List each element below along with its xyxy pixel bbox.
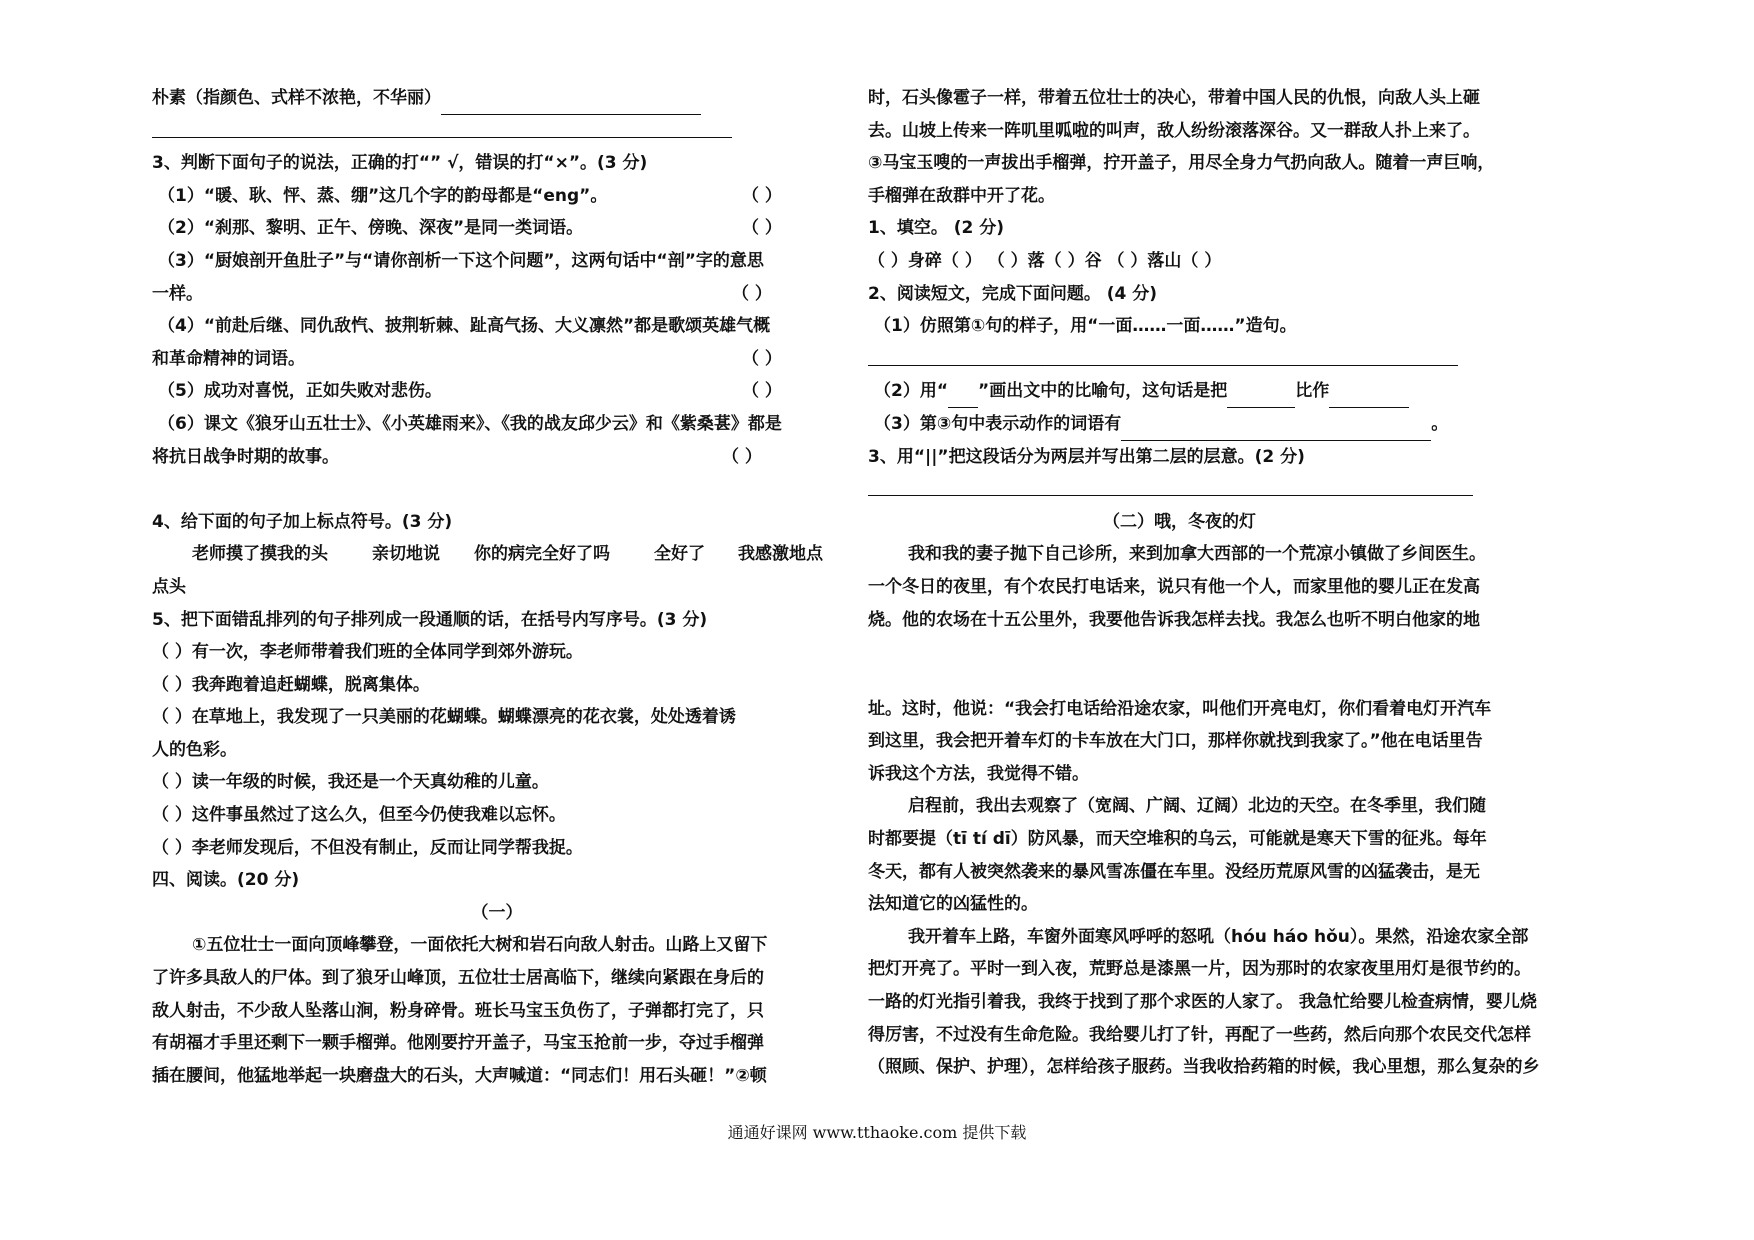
q5-item-3-cont: 人的色彩。 bbox=[152, 739, 237, 760]
passage-2-line: 我开着车上路，车窗外面寒风呼呼的怒吼（hóu háo hǒu）。果然，沿途农家全部 bbox=[908, 926, 1529, 947]
q3-item-2 bbox=[152, 212, 842, 245]
passage-2-line: 烧。他的农场在十五公里外，我要他告诉我怎样去找。我怎么也听不明白他家的地 bbox=[868, 609, 1480, 630]
answer-line[interactable] bbox=[868, 473, 1473, 496]
q2-2 bbox=[868, 375, 1618, 408]
q5-title: 5、把下面错乱排列的句子排列成一段通顺的话，在括号内写序号。(3 分) bbox=[152, 609, 708, 630]
q4-segment: 我感激地点 bbox=[738, 544, 823, 565]
answer-line[interactable] bbox=[868, 343, 1458, 366]
passage-1-line: 了许多具敌人的尸体。到了狼牙山峰顶，五位壮士居高临下，继续向紧跟在身后的 bbox=[152, 968, 764, 989]
q4-line-1 bbox=[152, 538, 842, 571]
q3-title: 3、判断下面句子的说法，正确的打“” √，错误的打“×”。(3 分) bbox=[152, 153, 648, 174]
passage-1-cont-line: 手榴弹在敌群中开了花。 bbox=[868, 185, 1055, 206]
right-column bbox=[868, 82, 1618, 1084]
q3-item-4: （4）“前赴后继、同仇敌忾、披荆斩棘、趾高气扬、大义凛然”都是歌颂英雄气概 bbox=[158, 316, 771, 337]
passage-2-line: 址。这时，他说：“我会打电话给沿途农家，叫他们开亮电灯，你们看着电灯开汽车 bbox=[868, 698, 1492, 719]
q4-segment: 全好了 bbox=[654, 544, 705, 565]
spacer bbox=[868, 669, 1618, 693]
passage-2-line: 启程前，我出去观察了（宽阔、广阔、辽阔）北边的天空。在冬季里，我们随 bbox=[908, 796, 1486, 817]
q3-item-text: （2）“刹那、黎明、正午、傍晚、深夜”是同一类词语。 bbox=[158, 218, 584, 239]
answer-line[interactable] bbox=[1329, 385, 1409, 408]
passage-2-line: 得厉害，不过没有生命危险。我给婴儿打了针，再配了一些药，然后向那个农民交代怎样 bbox=[868, 1024, 1531, 1045]
passage-1-line: 敌人射击，不少敌人坠落山涧，粉身碎骨。班长马宝玉负伤了，子弹都打完了，只 bbox=[152, 1000, 764, 1021]
q1-title: 1、填空。 (2 分) bbox=[868, 218, 1005, 239]
q2-3-text: 。 bbox=[1431, 413, 1449, 434]
q2-2-text: 比作 bbox=[1295, 381, 1330, 402]
passage-2-line: 到这里，我会把开着车灯的卡车放在大门口，那样你就找到我家了。”他在电话里告 bbox=[868, 731, 1483, 752]
answer-line[interactable] bbox=[1121, 418, 1431, 441]
section-4-title: 四、阅读。(20 分) bbox=[152, 870, 300, 891]
q2-title: 2、阅读短文，完成下面问题。 (4 分) bbox=[868, 283, 1158, 304]
passage-1-cont-line: 去。山坡上传来一阵叽里呱啦的叫声，敌人纷纷滚落深谷。又一群敌人扑上来了。 bbox=[868, 120, 1480, 141]
passage-2-line: 诉我这个方法，我觉得不错。 bbox=[868, 763, 1089, 784]
answer-paren[interactable]: （ ） bbox=[742, 185, 782, 206]
answer-line[interactable] bbox=[152, 115, 732, 138]
answer-line[interactable] bbox=[441, 92, 701, 115]
passage-1-line: ①五位壮士一面向顶峰攀登，一面依托大树和岩石向敌人射击。山路上又留下 bbox=[192, 935, 768, 956]
q4-segment: 你的病完全好了吗 bbox=[474, 544, 610, 565]
q1-fill-line[interactable]: （ ）身碎（ ） （ ）落（ ）谷 （ ）落山（ ） bbox=[868, 250, 1222, 271]
q3-item-text: （5）成功对喜悦，正如失败对悲伤。 bbox=[158, 381, 442, 402]
answer-row bbox=[868, 343, 1618, 376]
passage-1-cont-line: ③马宝玉嗖的一声拔出手榴弹，拧开盖子，用尽全身力气扔向敌人。随着一声巨响， bbox=[868, 153, 1495, 174]
passage-2-line: 一路的灯光指引着我，我终于找到了那个求医的人家了。 我急忙给婴儿检查病情，婴儿烧 bbox=[868, 992, 1537, 1013]
answer-line[interactable] bbox=[1227, 385, 1295, 408]
passage-2-line: 我和我的妻子抛下自己诊所，来到加拿大西部的一个荒凉小镇做了乡间医生。 bbox=[908, 544, 1486, 565]
pusu-line bbox=[152, 82, 842, 115]
footer-source: 通通好课网 www.tthaoke.com 提供下载 bbox=[727, 1123, 1027, 1142]
left-column bbox=[152, 82, 842, 1092]
q2-2-text: ”画出文中的比喻句，这句话是把 bbox=[978, 381, 1228, 402]
answer-line[interactable] bbox=[948, 385, 978, 408]
q5-item-1: （ ）有一次，李老师带着我们班的全体同学到郊外游玩。 bbox=[152, 642, 583, 663]
q3-item-6-cont bbox=[152, 441, 842, 474]
passage-2-line: 把灯开亮了。平时一到入夜，荒野总是漆黑一片，因为那时的农家夜里用灯是很节约的。 bbox=[868, 959, 1531, 980]
q2-3 bbox=[868, 408, 1618, 441]
answer-paren[interactable]: （ ） bbox=[742, 218, 782, 239]
q3-right: 3、用“||”把这段话分为两层并写出第二层的层意。(2 分) bbox=[868, 446, 1305, 467]
spacer bbox=[152, 473, 842, 506]
q3-item-5 bbox=[152, 375, 842, 408]
answer-paren[interactable]: （ ） bbox=[732, 283, 772, 304]
q3-item-text: （1）“暖、耿、怦、蒸、绷”这几个字的韵母都是“eng”。 bbox=[158, 185, 608, 206]
q5-item-6: （ ）李老师发现后，不但没有制止，反而让同学帮我捉。 bbox=[152, 837, 583, 858]
q3-item-3: （3）“厨娘剖开鱼肚子”与“请你剖析一下这个问题”，这两句话中“剖”字的意思 bbox=[158, 250, 764, 271]
q4-title: 4、给下面的句子加上标点符号。(3 分) bbox=[152, 511, 453, 532]
q5-item-5: （ ）这件事虽然过了这么久，但至今仍使我难以忘怀。 bbox=[152, 805, 566, 826]
passage-2-line: 一个冬日的夜里，有个农民打电话来，说只有他一个人，而家里他的婴儿正在发高 bbox=[868, 576, 1480, 597]
answer-paren[interactable]: （ ） bbox=[722, 446, 762, 467]
part-1-title: （一） bbox=[471, 902, 523, 923]
passage-1-line: 有胡福才手里还剩下一颗手榴弹。他刚要拧开盖子，马宝玉抢前一步，夺过手榴弹 bbox=[152, 1033, 764, 1054]
answer-row bbox=[152, 115, 842, 148]
answer-row bbox=[868, 473, 1618, 506]
passage-2-line: 法知道它的凶猛性的。 bbox=[868, 894, 1038, 915]
q4-line-2: 点头 bbox=[152, 576, 186, 597]
q2-3-text: （3）第③句中表示动作的词语有 bbox=[874, 413, 1122, 434]
q2-1: （1）仿照第①句的样子，用“一面……一面……”造句。 bbox=[874, 316, 1297, 337]
spacer bbox=[868, 636, 1618, 669]
passage-2-line: （照顾、保护、护理），怎样给孩子服药。当我收拾药箱的时候，我心里想，那么复杂的乡 bbox=[868, 1057, 1540, 1078]
passage-1-cont-line: 时，石头像雹子一样，带着五位壮士的决心，带着中国人民的仇恨，向敌人头上砸 bbox=[868, 88, 1480, 108]
q5-item-3: （ ）在草地上，我发现了一只美丽的花蝴蝶。蝴蝶漂亮的花衣裳，处处透着诱 bbox=[152, 707, 736, 728]
q3-item-3-cont bbox=[152, 278, 842, 311]
q3-item-text: 将抗日战争时期的故事。 bbox=[152, 446, 339, 467]
answer-paren[interactable]: （ ） bbox=[742, 348, 782, 369]
q3-item-1 bbox=[152, 180, 842, 213]
q4-segment: 亲切地说 bbox=[372, 544, 440, 565]
answer-paren[interactable]: （ ） bbox=[742, 381, 782, 402]
passage-2-line: 时都要提（tī tí dī）防风暴，而天空堆积的乌云，可能就是寒天下雪的征兆。每年 bbox=[868, 829, 1487, 850]
q5-item-4: （ ）读一年级的时候，我还是一个天真幼稚的儿童。 bbox=[152, 772, 549, 793]
q3-item-text: 和革命精神的词语。 bbox=[152, 348, 305, 369]
q4-segment: 老师摸了摸我的头 bbox=[192, 544, 328, 565]
q3-item-6: （6）课文《狼牙山五壮士》、《小英雄雨来》、《我的战友邱少云》和《紫桑葚》都是 bbox=[158, 413, 782, 434]
pusu-label: 朴素（指颜色、式样不浓艳，不华丽） bbox=[152, 88, 441, 108]
passage-2-line: 冬天，都有人被突然袭来的暴风雪冻僵在车里。没经历荒原风雪的凶猛袭击，是无 bbox=[868, 861, 1480, 882]
q3-item-4-cont bbox=[152, 343, 842, 376]
q5-item-2: （ ）我奔跑着追赶蝴蝶，脱离集体。 bbox=[152, 674, 430, 695]
part-2-title: （二）哦，冬夜的灯 bbox=[1103, 511, 1256, 532]
q3-item-text: 一样。 bbox=[152, 283, 203, 304]
q2-2-text: （2）用“ bbox=[874, 381, 949, 402]
passage-1-line: 插在腰间，他猛地举起一块磨盘大的石头，大声喊道：“同志们！用石头砸！”②顿 bbox=[152, 1065, 767, 1086]
